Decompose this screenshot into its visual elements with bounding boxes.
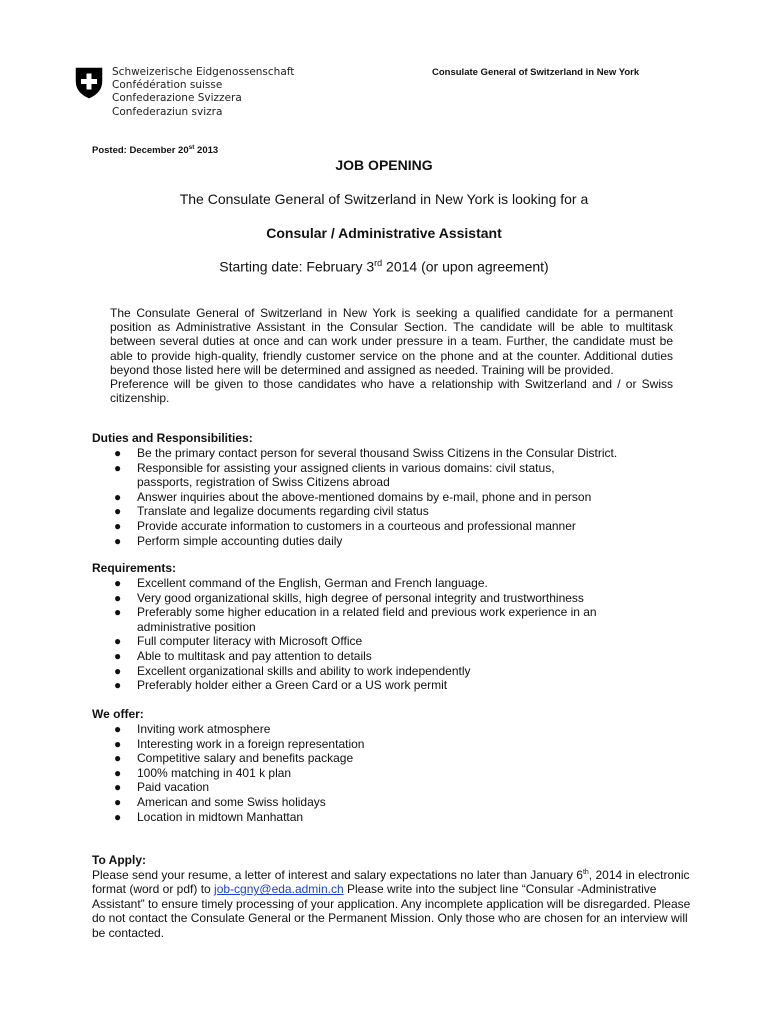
list-item-text: Responsible for assisting your assigned clients in various domains: civil status, passports, registration of Swiss Citizens abroad xyxy=(137,460,555,490)
offer-list xyxy=(92,722,692,824)
list-item-text: Location in midtown Manhattan xyxy=(137,809,304,824)
bullet-icon: ● xyxy=(114,663,122,678)
swiss-crest-icon xyxy=(75,67,103,99)
posted-date-text: Posted: December 20 xyxy=(92,145,189,157)
bullet-icon: ● xyxy=(114,533,122,548)
posted-date xyxy=(92,144,218,156)
apply-title: To Apply: xyxy=(92,853,146,867)
requirements-title: Requirements: xyxy=(92,561,177,575)
list-item-text: Preferably holder either a Green Card or a US work permit xyxy=(137,678,448,693)
list-item xyxy=(92,766,692,781)
bullet-icon: ● xyxy=(114,736,122,751)
starting-date-suffix: rd xyxy=(374,258,383,268)
posted-date-suffix: st xyxy=(188,144,195,151)
list-item-text: 100% matching in 401 k plan xyxy=(137,765,292,780)
bullet-icon: ● xyxy=(114,722,122,736)
list-item xyxy=(92,810,692,825)
list-item xyxy=(92,678,692,693)
list-item-text: Be the primary contact person for several thousand Swiss Citizens in the Consular District. xyxy=(137,446,618,460)
list-item xyxy=(92,490,692,505)
bullet-icon: ● xyxy=(114,678,122,693)
list-item-text: Interesting work in a foreign representation xyxy=(137,736,365,751)
list-item xyxy=(92,461,692,490)
bullet-icon: ● xyxy=(114,489,122,504)
list-item-text: Competitive salary and benefits package xyxy=(137,751,354,766)
list-item xyxy=(92,591,692,606)
bullet-icon: ● xyxy=(114,765,122,780)
federation-name-it: Confederazione Svizzera xyxy=(112,92,242,105)
list-item xyxy=(92,504,692,519)
intro-paragraph: The Consulate General of Switzerland in New York is seeking a qualified candidate for a permanent position as Administrative Assistant in the Consular Section. The candidate will be able to multitask between several duties at once and can work under pressure in a team. Further, the candidate must be able to provide high-quality, friendly customer service on the phone and at the counter. Additional duties beyond those listed here will be determined and assigned as needed. Training will be provided. xyxy=(110,306,673,377)
list-item-text: Very good organizational skills, high degree of personal integrity and trustworthiness xyxy=(137,590,584,605)
requirements-list xyxy=(92,576,692,693)
offer-title: We offer: xyxy=(92,707,144,721)
list-item-text: Excellent command of the English, German and French language. xyxy=(137,576,488,590)
bullet-icon: ● xyxy=(114,576,122,590)
preference-paragraph: Preference will be given to those candidates who have a relationship with Switzerland and / or Swiss citizenship. xyxy=(110,377,673,406)
list-item xyxy=(92,751,692,766)
bullet-icon: ● xyxy=(114,780,122,795)
looking-line: The Consulate General of Switzerland in New York is looking for a xyxy=(179,191,589,207)
email-link[interactable]: job-cgny@eda.admin.ch xyxy=(214,882,344,897)
bullet-icon: ● xyxy=(114,809,122,824)
starting-date-rest: 2014 (or upon agreement) xyxy=(382,258,549,275)
list-item xyxy=(92,446,692,461)
list-item xyxy=(92,605,692,634)
list-item-text: Inviting work atmosphere xyxy=(137,722,271,736)
bullet-icon: ● xyxy=(114,794,122,809)
federation-name-rm: Confederaziun svizra xyxy=(112,105,223,118)
bullet-icon: ● xyxy=(114,446,122,460)
list-item-text: Excellent organizational skills and ability to work independently xyxy=(137,663,471,678)
list-item xyxy=(92,576,692,591)
consulate-header: Consulate General of Switzerland in New York xyxy=(432,67,640,78)
bullet-icon: ● xyxy=(114,751,122,766)
list-item xyxy=(92,634,692,649)
starting-date xyxy=(0,258,768,275)
bullet-icon: ● xyxy=(114,605,122,620)
apply-text-3: Please write into the subject line “Consular -Administrative Assistant” to ensure timely processing of your application. Any incomplete application will be disregarded. Please do not contact the Consulate General or the Permanent Mission. Only those who are chosen for an interview will be contacted. xyxy=(92,882,691,940)
list-item xyxy=(92,722,692,737)
bullet-icon: ● xyxy=(114,460,122,475)
list-item-text: Perform simple accounting duties daily xyxy=(137,533,343,548)
list-item-text: Answer inquiries about the above-mentioned domains by e-mail, phone and in person xyxy=(137,489,592,504)
list-item xyxy=(92,649,692,664)
list-item-text: Preferably some higher education in a related field and previous work experience in an administrative position xyxy=(137,605,597,634)
bullet-icon: ● xyxy=(114,504,122,519)
posted-date-year: 2013 xyxy=(194,145,219,157)
list-item xyxy=(92,795,692,810)
page-title: JOB OPENING xyxy=(335,157,433,173)
bullet-icon: ● xyxy=(114,648,122,663)
list-item-text: Full computer literacy with Microsoft Office xyxy=(137,634,363,649)
apply-text-1: Please send your resume, a letter of interest and salary expectations no later than January 6 xyxy=(92,868,583,882)
list-item xyxy=(92,519,692,534)
list-item xyxy=(92,534,692,549)
duties-list xyxy=(92,446,692,548)
apply-text-2: , 2014 in electronic format (word or pdf) to xyxy=(92,868,690,897)
list-item-text: Provide accurate information to customers in a courteous and professional manner xyxy=(137,518,576,533)
list-item-text: American and some Swiss holidays xyxy=(137,794,326,809)
list-item-text: Translate and legalize documents regarding civil status xyxy=(137,504,429,519)
list-item xyxy=(92,780,692,795)
intro-section xyxy=(110,306,673,405)
list-item xyxy=(92,737,692,752)
federation-name-de: Schweizerische Eidgenossenschaft xyxy=(112,66,295,78)
apply-date-suffix: th xyxy=(582,869,589,876)
bullet-icon: ● xyxy=(114,590,122,605)
bullet-icon: ● xyxy=(114,518,122,533)
position-title: Consular / Administrative Assistant xyxy=(266,225,502,241)
bullet-icon: ● xyxy=(114,634,122,649)
starting-date-text: Starting date: February 3 xyxy=(219,258,375,275)
apply-paragraph xyxy=(92,866,692,940)
duties-title: Duties and Responsibilities: xyxy=(92,431,253,445)
list-item-text: Paid vacation xyxy=(137,780,210,795)
federation-names xyxy=(112,66,294,119)
list-item xyxy=(92,664,692,679)
list-item-text: Able to multitask and pay attention to details xyxy=(137,648,372,663)
federation-name-fr: Confédération suisse xyxy=(112,79,223,92)
